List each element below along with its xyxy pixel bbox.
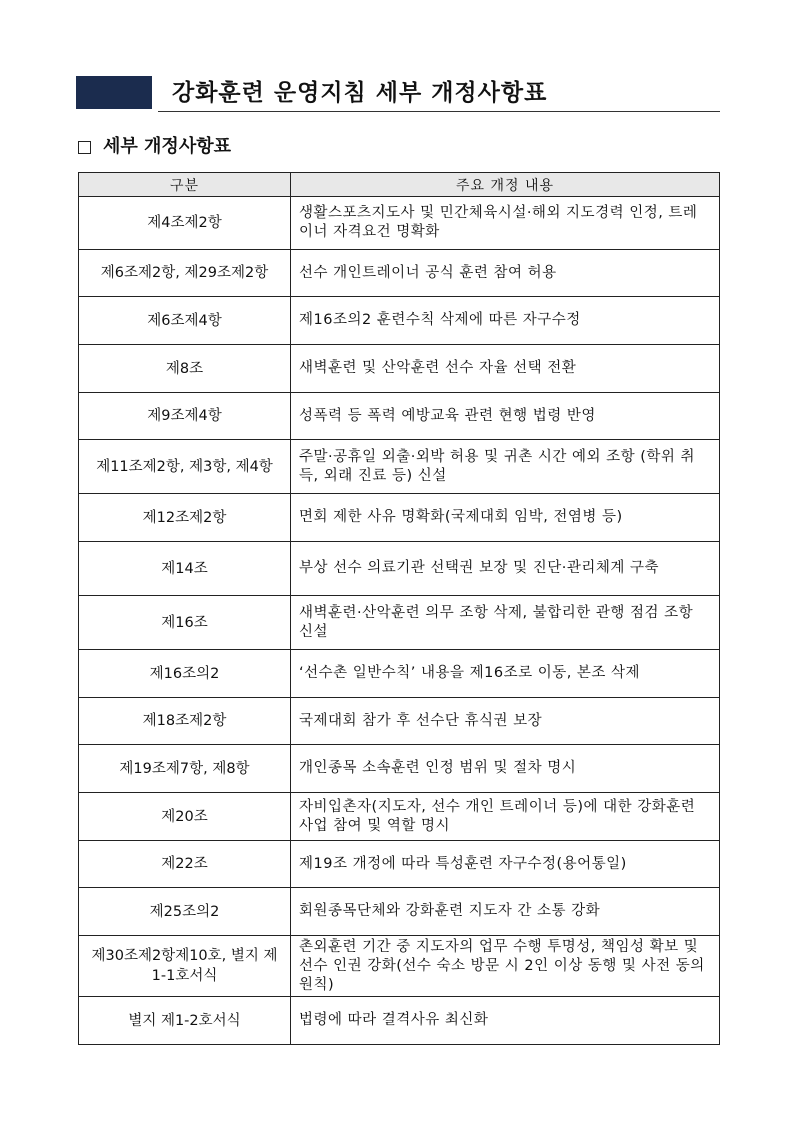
content-cell: 성폭력 등 폭력 예방교육 관련 현행 법령 반영 [291, 393, 720, 440]
table-row [79, 997, 720, 1045]
section-cell: 제19조제7항, 제8항 [79, 745, 291, 793]
section-cell: 제6조제4항 [79, 297, 291, 345]
section-heading-label: 세부 개정사항표 [103, 136, 231, 157]
content-cell: 자비입촌자(지도자, 선수 개인 트레이너 등)에 대한 강화훈련 사업 참여 및 역할 명시 [291, 793, 720, 841]
content-cell: 제19조 개정에 따라 특성훈련 자구수정(용어통일) [291, 841, 720, 888]
section-cell: 제12조제2항 [79, 494, 291, 542]
table-row [79, 936, 720, 997]
content-cell: 선수 개인트레이너 공식 훈련 참여 허용 [291, 250, 720, 297]
section-cell: 제11조제2항, 제3항, 제4항 [79, 440, 291, 494]
table-row [79, 596, 720, 650]
table-row [79, 250, 720, 297]
table-row [79, 345, 720, 393]
content-cell: 새벽훈련·산악훈련 의무 조항 삭제, 불합리한 관행 점검 조항 신설 [291, 596, 720, 650]
table-row [79, 197, 720, 250]
table-row [79, 297, 720, 345]
table-header-row [79, 173, 720, 197]
table-row [79, 494, 720, 542]
content-cell: 새벽훈련 및 산악훈련 선수 자율 선택 전환 [291, 345, 720, 393]
section-cell: 제30조제2항제10호, 별지 제1-1호서식 [79, 936, 291, 997]
content-cell: 주말·공휴일 외출·외박 허용 및 귀촌 시간 예외 조항 (학위 취득, 외래 진료 등) 신설 [291, 440, 720, 494]
section-cell: 별지 제1-2호서식 [79, 997, 291, 1045]
table-row [79, 745, 720, 793]
title-accent-block [76, 76, 152, 109]
content-cell: 국제대회 참가 후 선수단 휴식권 보장 [291, 698, 720, 745]
table-row [79, 698, 720, 745]
section-cell: 제18조제2항 [79, 698, 291, 745]
table-row [79, 440, 720, 494]
table-row [79, 841, 720, 888]
square-bullet-icon [78, 141, 91, 154]
section-cell: 제6조제2항, 제29조제2항 [79, 250, 291, 297]
title-underline [158, 111, 720, 112]
column-header-content: 주요 개정 내용 [291, 173, 720, 197]
table-row [79, 650, 720, 698]
section-cell: 제8조 [79, 345, 291, 393]
section-cell: 제16조의2 [79, 650, 291, 698]
content-cell: 부상 선수 의료기관 선택권 보장 및 진단·관리체계 구축 [291, 542, 720, 596]
content-cell: 촌외훈련 기간 중 지도자의 업무 수행 투명성, 책임성 확보 및 선수 인권 강화(선수 숙소 방문 시 2인 이상 동행 및 사전 동의 원칙) [291, 936, 720, 997]
table-row [79, 542, 720, 596]
section-cell: 제4조제2항 [79, 197, 291, 250]
revision-table [78, 172, 720, 1045]
section-cell: 제20조 [79, 793, 291, 841]
table-row [79, 793, 720, 841]
section-cell: 제9조제4항 [79, 393, 291, 440]
section-heading [78, 134, 231, 160]
content-cell: 면회 제한 사유 명확화(국제대회 임박, 전염병 등) [291, 494, 720, 542]
content-cell: 회원종목단체와 강화훈련 지도자 간 소통 강화 [291, 888, 720, 936]
section-cell: 제16조 [79, 596, 291, 650]
section-cell: 제14조 [79, 542, 291, 596]
content-cell: 법령에 따라 결격사유 최신화 [291, 997, 720, 1045]
content-cell: 제16조의2 훈련수칙 삭제에 따른 자구수정 [291, 297, 720, 345]
column-header-section: 구분 [79, 173, 291, 197]
content-cell: 개인종목 소속훈련 인정 범위 및 절차 명시 [291, 745, 720, 793]
page-title: 강화훈련 운영지침 세부 개정사항표 [172, 80, 548, 106]
table-row [79, 393, 720, 440]
content-cell: 생활스포츠지도사 및 민간체육시설·해외 지도경력 인정, 트레이너 자격요건 명확화 [291, 197, 720, 250]
section-cell: 제25조의2 [79, 888, 291, 936]
content-cell: ‘선수촌 일반수칙’ 내용을 제16조로 이동, 본조 삭제 [291, 650, 720, 698]
section-cell: 제22조 [79, 841, 291, 888]
table-row [79, 888, 720, 936]
